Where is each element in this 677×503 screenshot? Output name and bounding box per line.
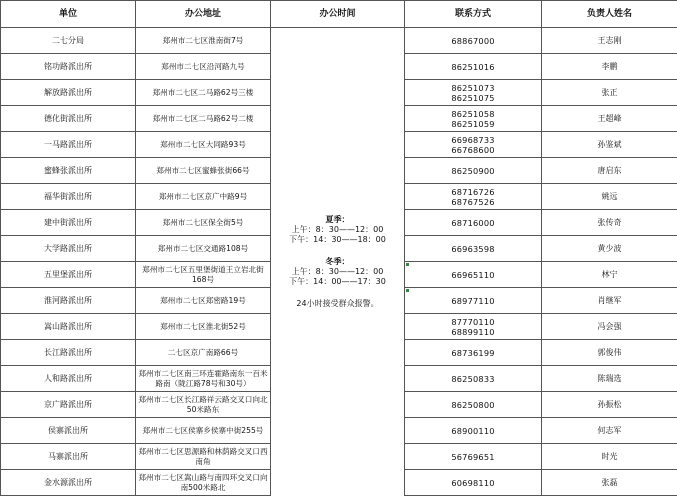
phone-number: 66768600 [451, 144, 495, 155]
phone-number: 86251058 [451, 108, 495, 119]
contact-cell [405, 236, 542, 262]
cell-marker [406, 263, 409, 266]
phone-number: 60698110 [451, 477, 495, 488]
phone-number: 68899110 [451, 326, 495, 337]
phone-number: 66965110 [451, 269, 495, 280]
cell-marker [406, 289, 409, 292]
phone-number: 68736199 [451, 347, 495, 358]
unit-cell: 蜜蜂张派出所 [1, 158, 136, 184]
contact-cell [405, 132, 542, 158]
header-unit: 单位 [1, 1, 136, 28]
address-cell: 二七区京广南路66号 [136, 340, 271, 366]
person-cell: 林宁 [542, 262, 677, 288]
phone-number: 86250900 [451, 165, 495, 176]
contact-cell [405, 392, 542, 418]
contact-cell [405, 444, 542, 470]
contact-cell [405, 262, 542, 288]
header-contact: 联系方式 [405, 1, 542, 28]
unit-cell: 铭功路派出所 [1, 54, 136, 80]
person-cell: 冯会强 [542, 314, 677, 340]
winter-am: 上午：8：30——12：00 [291, 266, 384, 276]
unit-cell: 德化街派出所 [1, 106, 136, 132]
phone-number: 87770110 [451, 316, 495, 327]
address-cell: 郑州市二七区淮南街7号 [136, 28, 271, 54]
unit-cell: 侯寨派出所 [1, 418, 136, 444]
address-cell: 郑州市二七区嵩山路与南四环交叉口向南500米路北 [136, 470, 271, 496]
contact-cell [405, 314, 542, 340]
person-cell: 张传奇 [542, 210, 677, 236]
table-row [1, 28, 677, 54]
address-cell: 郑州市二七区长江路祥云路交叉口向北50米路东 [136, 392, 271, 418]
address-cell: 郑州市二七区京广中路9号 [136, 184, 271, 210]
person-cell: 张磊 [542, 470, 677, 496]
person-cell: 孙振松 [542, 392, 677, 418]
address-cell: 郑州市二七区蜜蜂张街66号 [136, 158, 271, 184]
unit-cell: 二七分局 [1, 28, 136, 54]
contact-cell [405, 184, 542, 210]
unit-cell: 一马路派出所 [1, 132, 136, 158]
address-cell: 郑州市二七区侯寨乡侯寨中街255号 [136, 418, 271, 444]
person-cell: 肖继军 [542, 288, 677, 314]
phone-number: 68767526 [451, 196, 495, 207]
unit-cell: 福华街派出所 [1, 184, 136, 210]
phone-number: 86251075 [451, 92, 495, 103]
contact-cell [405, 340, 542, 366]
phone-number: 68716726 [451, 186, 495, 197]
unit-cell: 大学路派出所 [1, 236, 136, 262]
phone-number: 86251016 [451, 61, 495, 72]
unit-cell: 淮河路派出所 [1, 288, 136, 314]
person-cell: 张正 [542, 80, 677, 106]
unit-cell: 建中街派出所 [1, 210, 136, 236]
contact-cell [405, 28, 542, 54]
table-header-row [1, 1, 677, 28]
address-cell: 郑州市二七区沿河路九号 [136, 54, 271, 80]
phone-number: 68900110 [451, 425, 495, 436]
phone-number: 56769651 [451, 451, 495, 462]
address-cell: 郑州市二七区二马路62号三楼 [136, 80, 271, 106]
address-cell: 郑州市二七区思源路和林荫路交叉口西南角 [136, 444, 271, 470]
person-cell: 何志军 [542, 418, 677, 444]
phone-number: 66963598 [451, 243, 495, 254]
contact-cell [405, 366, 542, 392]
address-cell: 郑州市二七区淮北街52号 [136, 314, 271, 340]
hours-note: 24小时接受群众报警。 [296, 298, 379, 308]
contact-cell [405, 288, 542, 314]
address-cell: 郑州市二七区保全街5号 [136, 210, 271, 236]
person-cell: 时光 [542, 444, 677, 470]
unit-cell: 金水源派出所 [1, 470, 136, 496]
unit-cell: 五里堡派出所 [1, 262, 136, 288]
person-cell: 陈瑞选 [542, 366, 677, 392]
phone-number: 86250833 [451, 373, 495, 384]
phone-number: 68716000 [451, 217, 495, 228]
address-cell: 郑州市二七区郑密路19号 [136, 288, 271, 314]
winter-title: 冬季： [325, 256, 350, 266]
person-cell: 姚远 [542, 184, 677, 210]
summer-am: 上午：8：30——12：00 [291, 224, 384, 234]
phone-number: 68867000 [451, 35, 495, 46]
person-cell: 唐启东 [542, 158, 677, 184]
person-cell: 王志刚 [542, 28, 677, 54]
header-address: 办公地址 [136, 1, 271, 28]
header-person: 负责人姓名 [542, 1, 677, 28]
person-cell: 郭俊伟 [542, 340, 677, 366]
contact-cell [405, 54, 542, 80]
unit-cell: 马寨派出所 [1, 444, 136, 470]
person-cell: 李鹏 [542, 54, 677, 80]
contact-cell [405, 106, 542, 132]
contact-cell [405, 210, 542, 236]
person-cell: 孙鉴斌 [542, 132, 677, 158]
unit-cell: 人和路派出所 [1, 366, 136, 392]
phone-number: 66968733 [451, 134, 495, 145]
person-cell: 黄少波 [542, 236, 677, 262]
address-cell: 郑州市二七区南三环连霍路南东一百米路南（陇江路78号和30号） [136, 366, 271, 392]
summer-pm: 下午：14：30——18：00 [289, 234, 386, 244]
address-cell: 郑州市二七区五里堡街道王立岩北街168号 [136, 262, 271, 288]
contact-cell [405, 158, 542, 184]
address-cell: 郑州市二七区交通路108号 [136, 236, 271, 262]
person-cell: 王超峰 [542, 106, 677, 132]
winter-pm: 下午：14：00——17：30 [289, 276, 386, 286]
contact-cell [405, 418, 542, 444]
contact-cell [405, 80, 542, 106]
unit-cell: 京广路派出所 [1, 392, 136, 418]
unit-cell: 解放路派出所 [1, 80, 136, 106]
address-cell: 郑州市二七区二马路62号二楼 [136, 106, 271, 132]
header-hours: 办公时间 [271, 1, 405, 28]
phone-number: 68977110 [451, 295, 495, 306]
summer-title: 夏季： [325, 214, 350, 224]
unit-cell: 长江路派出所 [1, 340, 136, 366]
phone-number: 86251059 [451, 118, 495, 129]
phone-number: 86251073 [451, 82, 495, 93]
contact-cell [405, 470, 542, 496]
phone-number: 86250800 [451, 399, 495, 410]
office-hours-cell [271, 28, 405, 496]
address-cell: 郑州市二七区大同路93号 [136, 132, 271, 158]
unit-cell: 嵩山路派出所 [1, 314, 136, 340]
